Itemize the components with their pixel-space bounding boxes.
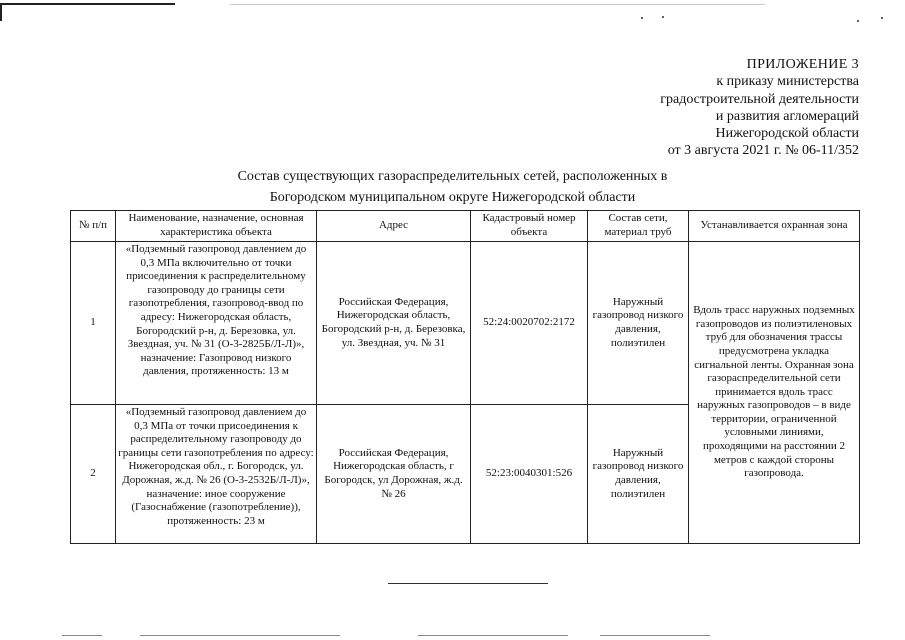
header-num: № п/п [71, 211, 116, 242]
scan-artifact-line [418, 635, 568, 636]
scan-dot [881, 17, 883, 19]
cell-cadastral: 52:23:0040301:526 [471, 405, 588, 544]
scan-dot [662, 16, 664, 18]
cell-composition: Наружный газопровод низкого давления, полиэтилен [588, 405, 689, 544]
header-cadastral: Кадастровый номер объекта [471, 211, 588, 242]
appendix-line: от 3 августа 2021 г. № 06-11/352 [667, 143, 859, 159]
appendix-line: градостроительной деятельности [660, 91, 859, 107]
scan-artifact-line [140, 635, 340, 636]
table-row [71, 242, 860, 405]
scan-artifact-line [600, 635, 710, 636]
document-heading [0, 166, 905, 208]
scan-corner-mark [0, 3, 175, 5]
table-header-row [71, 211, 860, 242]
header-composition: Состав сети, материал труб [588, 211, 689, 242]
scan-top-line [230, 4, 765, 5]
appendix-title: ПРИЛОЖЕНИЕ 3 [746, 57, 859, 72]
cell-num: 1 [71, 242, 116, 405]
cell-zone: Вдоль трасс наружных подземных газопроводов из полиэтиленовых труб для обозначения трассы предусмотрена укладка сигнальной ленты. Охранная зона газораспределительной сети принимается вдоль трасс наружных газопроводов – в виде территории, ограниченной условными линиями, проходящими на расстоянии 2 метров с каждой стороны газопровода. [689, 242, 860, 544]
cell-address: Российская Федерация, Нижегородская область, Богородский р-н, д. Березовка, ул. Звездная, уч. № 31 [317, 242, 471, 405]
scan-artifact-line [62, 635, 102, 636]
cell-address: Российская Федерация, Нижегородская область, г Богородск, ул Дорожная, ж.д. № 26 [317, 405, 471, 544]
cell-name: «Подземный газопровод давлением до 0,3 МПа включительно от точки присоединения к распределительному газопроводу до границы сети газопотребления, газопровод-ввод по адресу: Нижегородская область, Богородский р-н, д. Березовка, ул. Звездная, уч. № 31 (О-3-2825Б/Л-Л)», назначение: Газопровод низкого давления, протяженность: 13 м [116, 242, 317, 405]
appendix-line: и развития агломераций [715, 108, 859, 124]
scan-dot [641, 17, 643, 19]
heading-line-1: Состав существующих газораспределительных сетей, расположенных в [237, 169, 668, 184]
scan-corner-mark-vertical [0, 3, 2, 21]
appendix-block [660, 56, 859, 160]
cell-cadastral: 52:24:0020702:2172 [471, 242, 588, 405]
header-name: Наименование, назначение, основная характеристика объекта [116, 211, 317, 242]
cell-name: «Подземный газопровод давлением до 0,3 МПа от точки присоединения к распределительному газопроводу до границы сети газопотребления по адресу: Нижегородская обл., г. Богородск, ул. Дорожная, ж.д. № 26 (О-3-2532Б/Л-Л)», назначение: иное сооружение (Газоснабжение (газопотребление)), протяженность: 23 м [116, 405, 317, 544]
cell-composition: Наружный газопровод низкого давления, полиэтилен [588, 242, 689, 405]
appendix-line: к приказу министерства [716, 74, 859, 90]
header-address: Адрес [317, 211, 471, 242]
end-of-document-rule [388, 583, 548, 584]
heading-line-2: Богородском муниципальном округе Нижегородской области [269, 190, 636, 205]
header-zone: Устанавливается охранная зона [689, 211, 860, 242]
cell-num: 2 [71, 405, 116, 544]
gas-network-table [70, 210, 860, 544]
scan-dot [857, 20, 859, 22]
appendix-line: Нижегородской области [715, 126, 859, 142]
